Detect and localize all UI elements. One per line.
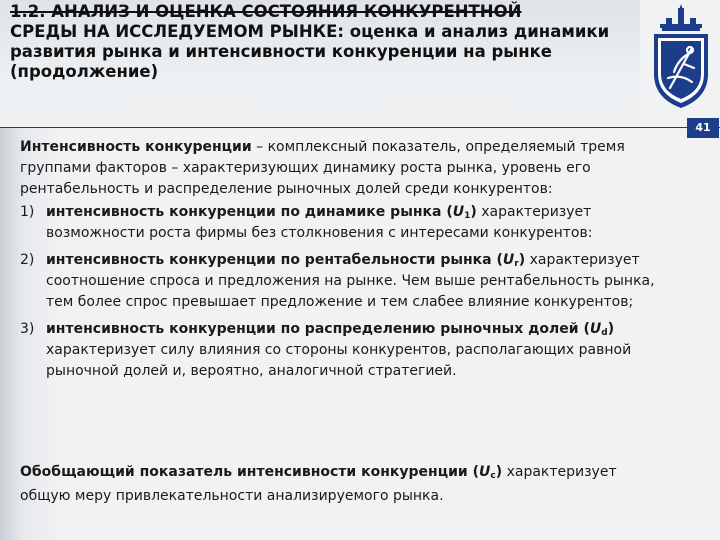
summary-heading: Обобщающий показатель интенсивности конкуренции $(U_c)$: [20, 464, 503, 481]
title-bold-line: СРЕДЫ НА ИССЛЕДУЕМОМ РЫНКЕ: [10, 22, 338, 41]
list-item-text: характеризует силу влияния со стороны конкурентов, располагающих равной рыночной долей и, вероятно, аналогичной стратегией.: [46, 342, 632, 379]
slide-title: [10, 2, 640, 82]
list-item-heading: интенсивность конкуренции по динамике рынка $(U_1)$: [46, 204, 477, 221]
list-item-number: 3): [20, 321, 35, 337]
list-item-text: характеризует возможности роста фирмы без столкновения с интересами конкурентов:: [46, 204, 593, 241]
university-emblem-icon: [648, 4, 714, 110]
list-item-heading: интенсивность конкуренции по рентабельности рынка $(U_r)$: [46, 252, 526, 269]
intro-paragraph: [20, 137, 660, 200]
list-item-number: 2): [20, 252, 35, 268]
list-item-text: характеризует соотношение спроса и предложения на рынке. Чем выше рентабельность рынка, тем более спрос превышает предложение и тем слабее влияние конкурентов;: [46, 252, 655, 310]
title-divider: [0, 127, 720, 128]
list-item: [20, 319, 660, 382]
title-struck-line: 1.2. АНАЛИЗ И ОЦЕНКА СОСТОЯНИЯ КОНКУРЕНТНОЙ: [10, 2, 522, 21]
list-item: [20, 202, 660, 244]
summary-text: характеризует общую меру привлекательности анализируемого рынка.: [20, 464, 617, 504]
list-item-number: 1): [20, 204, 35, 220]
intro-term: Интенсивность конкуренции: [20, 139, 252, 155]
body-text: [20, 137, 660, 388]
title-rest: : оценка и анализ динамики развития рынка и интенсивности конкуренции на рынке: [10, 22, 610, 61]
intro-definition: – комплексный показатель, определяемый тремя группами факторов – характеризующих динамику роста рынка, уровень его рентабельность и распределение рыночных долей среди конкурентов:: [20, 139, 625, 197]
summary-paragraph: [20, 460, 660, 508]
page-number: 41: [687, 118, 719, 138]
list-item: [20, 250, 660, 313]
title-continuation: (продолжение): [10, 62, 159, 81]
list-item-heading: интенсивность конкуренции по распределению рыночных долей $(U_d)$: [46, 321, 615, 338]
